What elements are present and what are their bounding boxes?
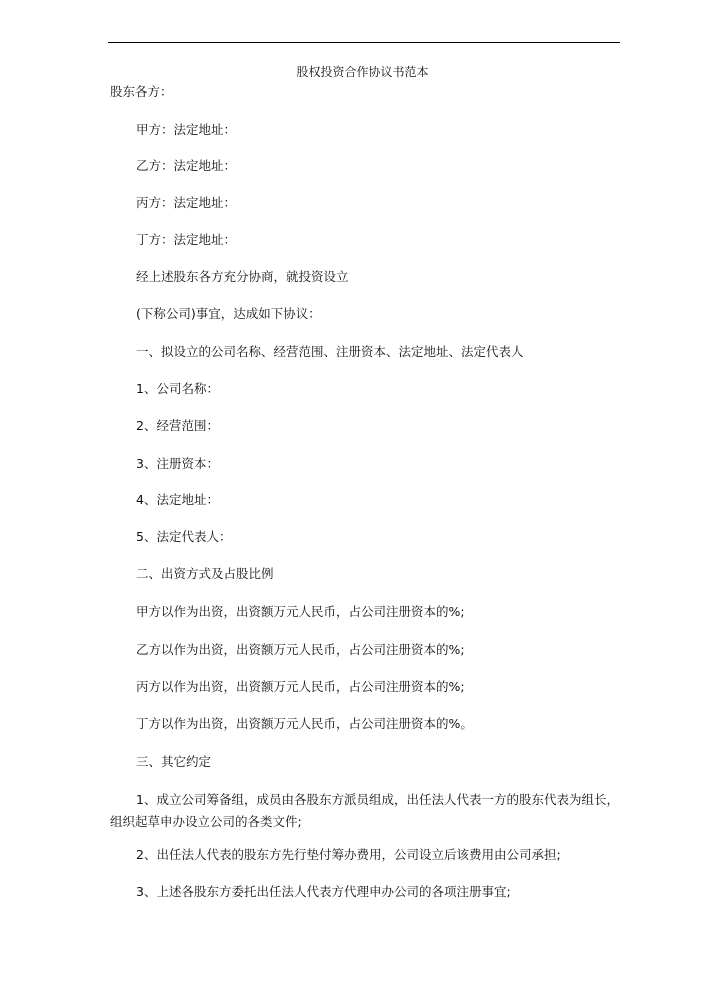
contribution-party-a: 甲方以作为出资，出资额万元人民币，占公司注册资本的%; — [136, 604, 465, 619]
section-one-heading: 一、拟设立的公司名称、经营范围、注册资本、法定地址、法定代表人 — [136, 344, 524, 359]
intro-line-1: 经上述股东各方充分协商，就投资设立 — [136, 269, 349, 284]
parties-heading: 股东各方： — [110, 84, 173, 99]
intro-line-2: (下称公司)事宜，达成如下协议： — [136, 306, 321, 321]
contribution-party-d: 丁方以作为出资，出资额万元人民币，占公司注册资本的%。 — [136, 716, 473, 731]
item-business-scope: 2、经营范围： — [136, 418, 219, 433]
item-legal-address: 4、法定地址： — [136, 492, 219, 507]
party-b-line: 乙方：法定地址： — [136, 158, 237, 173]
contribution-party-c: 丙方以作为出资，出资额万元人民币，占公司注册资本的%; — [136, 679, 465, 694]
other-term-3: 3、上述各股东方委托出任法人代表方代理申办公司的各项注册事宜; — [136, 884, 511, 899]
other-term-1: 1、成立公司筹备组，成员由各股东方派员组成，出任法人代表一方的股东代表为组长，组织起草申办设立公司的各类文件; — [110, 792, 619, 829]
item-registered-capital: 3、注册资本： — [136, 456, 219, 471]
other-term-2: 2、出任法人代表的股东方先行垫付筹办费用，公司设立后该费用由公司承担; — [136, 847, 561, 862]
item-company-name: 1、公司名称： — [136, 381, 219, 396]
section-three-heading: 三、其它约定 — [136, 754, 212, 769]
header-rule — [108, 42, 620, 43]
party-d-line: 丁方：法定地址： — [136, 232, 237, 247]
section-two-heading: 二、出资方式及占股比例 — [136, 566, 274, 581]
contribution-party-b: 乙方以作为出资，出资额万元人民币，占公司注册资本的%; — [136, 642, 465, 657]
item-legal-representative: 5、法定代表人： — [136, 529, 232, 544]
party-a-line: 甲方：法定地址： — [136, 122, 237, 137]
party-c-line: 丙方：法定地址： — [136, 195, 237, 210]
document-title: 股权投资合作协议书范本 — [296, 65, 429, 79]
